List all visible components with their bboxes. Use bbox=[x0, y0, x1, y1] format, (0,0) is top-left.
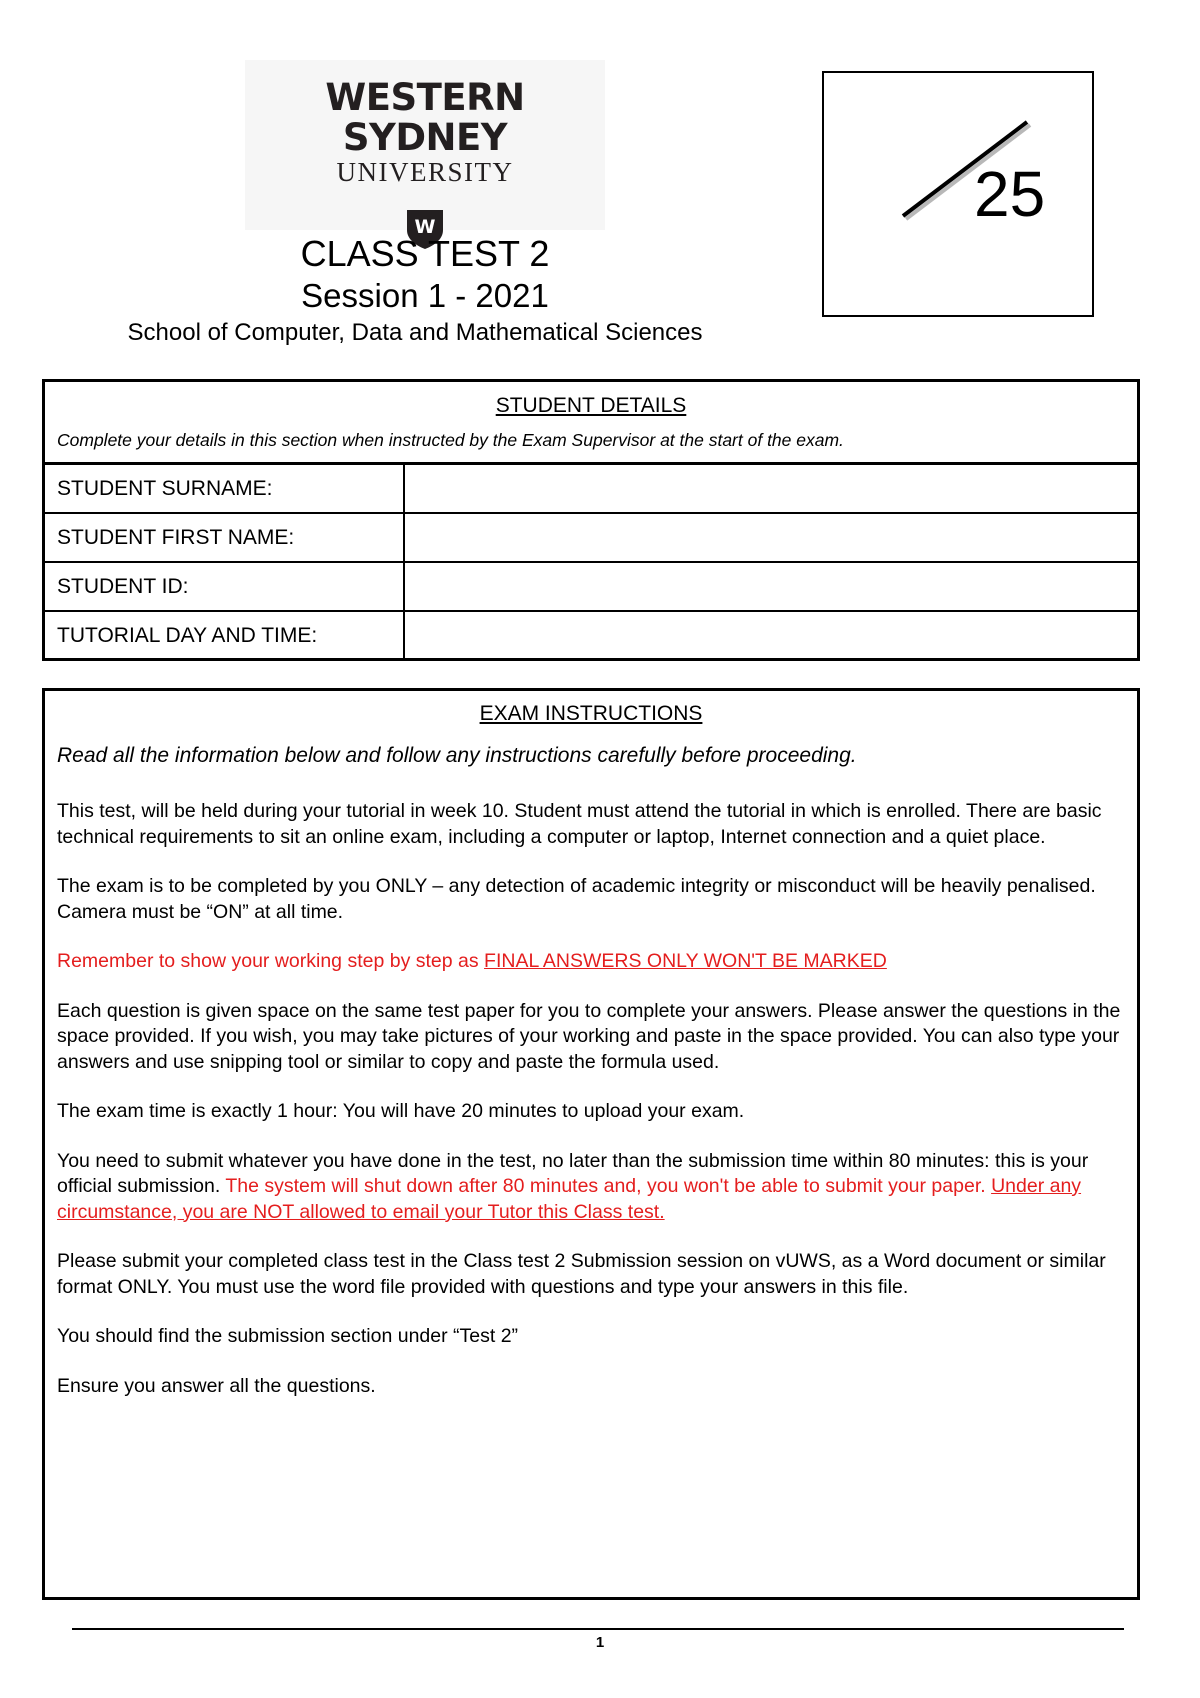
score-box bbox=[822, 71, 1094, 317]
school-name: School of Computer, Data and Mathematical Sciences bbox=[127, 319, 703, 346]
tutorial-field[interactable] bbox=[405, 612, 1137, 661]
working-reminder: Remember to show your working step by step as bbox=[57, 950, 485, 972]
logo-line-1: WESTERN SYDNEY bbox=[325, 76, 525, 159]
tutorial-label: TUTORIAL DAY AND TIME: bbox=[45, 612, 405, 661]
shutdown-warning: The system will shut down after 80 minutes and, you won't be able to submit your paper. bbox=[225, 1175, 992, 1197]
score-slash-icon bbox=[824, 73, 1096, 319]
no-email-warning: Under any circumstance, you are NOT allowed to email your Tutor this Class test. bbox=[57, 1175, 1082, 1223]
university-logo bbox=[245, 60, 605, 238]
exam-instructions-heading: EXAM INSTRUCTIONS bbox=[479, 702, 703, 725]
instruction-paragraph-7: Please submit your completed class test in the Class test 2 Submission session on vUWS, as a Word document or similar format ONLY. You must use the word file provided with questions and type your answers in this file. bbox=[57, 1250, 1106, 1298]
instruction-paragraph-9: Ensure you answer all the questions. bbox=[57, 1374, 376, 1397]
footer-divider bbox=[72, 1628, 1124, 1630]
instruction-paragraph-4: Each question is given space on the same test paper for you to complete your answers. Please answer the questions in the space provided. If you wish, you may take pictures of your working and paste in the space provided. You can also type your answers and use snipping tool or similar to copy and paste the formula used. bbox=[57, 999, 1121, 1073]
surname-field[interactable] bbox=[405, 465, 1137, 512]
first-name-row bbox=[45, 514, 1137, 563]
exam-instructions-box bbox=[42, 688, 1140, 1600]
instruction-paragraph-3 bbox=[57, 949, 1125, 975]
instruction-paragraph-2: The exam is to be completed by you ONLY – any detection of academic integrity or misconduct will be heavily penalised. Camera must be “ON” at all time. bbox=[57, 875, 1096, 923]
student-details-table bbox=[42, 379, 1140, 661]
student-id-field[interactable] bbox=[405, 563, 1137, 610]
student-details-heading: STUDENT DETAILS bbox=[495, 394, 687, 417]
student-details-subtitle: Complete your details in this section when instructed by the Exam Supervisor at the start of the exam. bbox=[57, 430, 844, 450]
test-title: CLASS TEST 2 bbox=[300, 233, 550, 274]
student-id-label: STUDENT ID: bbox=[45, 563, 405, 610]
student-id-row bbox=[45, 563, 1137, 612]
surname-row bbox=[45, 465, 1137, 514]
instructions-lead: Read all the information below and follow any instructions carefully before proceeding. bbox=[57, 744, 857, 767]
score-total: 25 bbox=[974, 158, 1046, 230]
instruction-paragraph-1: This test, will be held during your tutorial in week 10. Student must attend the tutorial in which is enrolled. There are basic technical requirements to sit an online exam, including a computer or laptop, Internet connection and a quiet place. bbox=[57, 800, 1102, 848]
logo-line-2: UNIVERSITY bbox=[336, 157, 514, 187]
surname-label: STUDENT SURNAME: bbox=[45, 465, 405, 512]
instruction-paragraph-5: The exam time is exactly 1 hour: You will have 20 minutes to upload your exam. bbox=[57, 1100, 745, 1122]
first-name-field[interactable] bbox=[405, 514, 1137, 561]
tutorial-row bbox=[45, 612, 1137, 661]
instruction-paragraph-8: You should find the submission section under “Test 2” bbox=[57, 1325, 519, 1347]
shield-letter: W bbox=[414, 216, 436, 238]
page-number: 1 bbox=[595, 1634, 605, 1651]
student-details-header bbox=[45, 382, 1137, 465]
final-answers-warning: FINAL ANSWERS ONLY WON'T BE MARKED bbox=[484, 950, 887, 972]
submission-deadline-text: You need to submit whatever you have done in the test, no later than the submission time within 80 minutes: this is your official submission. bbox=[57, 1149, 1089, 1197]
first-name-label: STUDENT FIRST NAME: bbox=[45, 514, 405, 561]
instruction-paragraph-6 bbox=[57, 1149, 1125, 1226]
session-label: Session 1 - 2021 bbox=[301, 277, 549, 314]
